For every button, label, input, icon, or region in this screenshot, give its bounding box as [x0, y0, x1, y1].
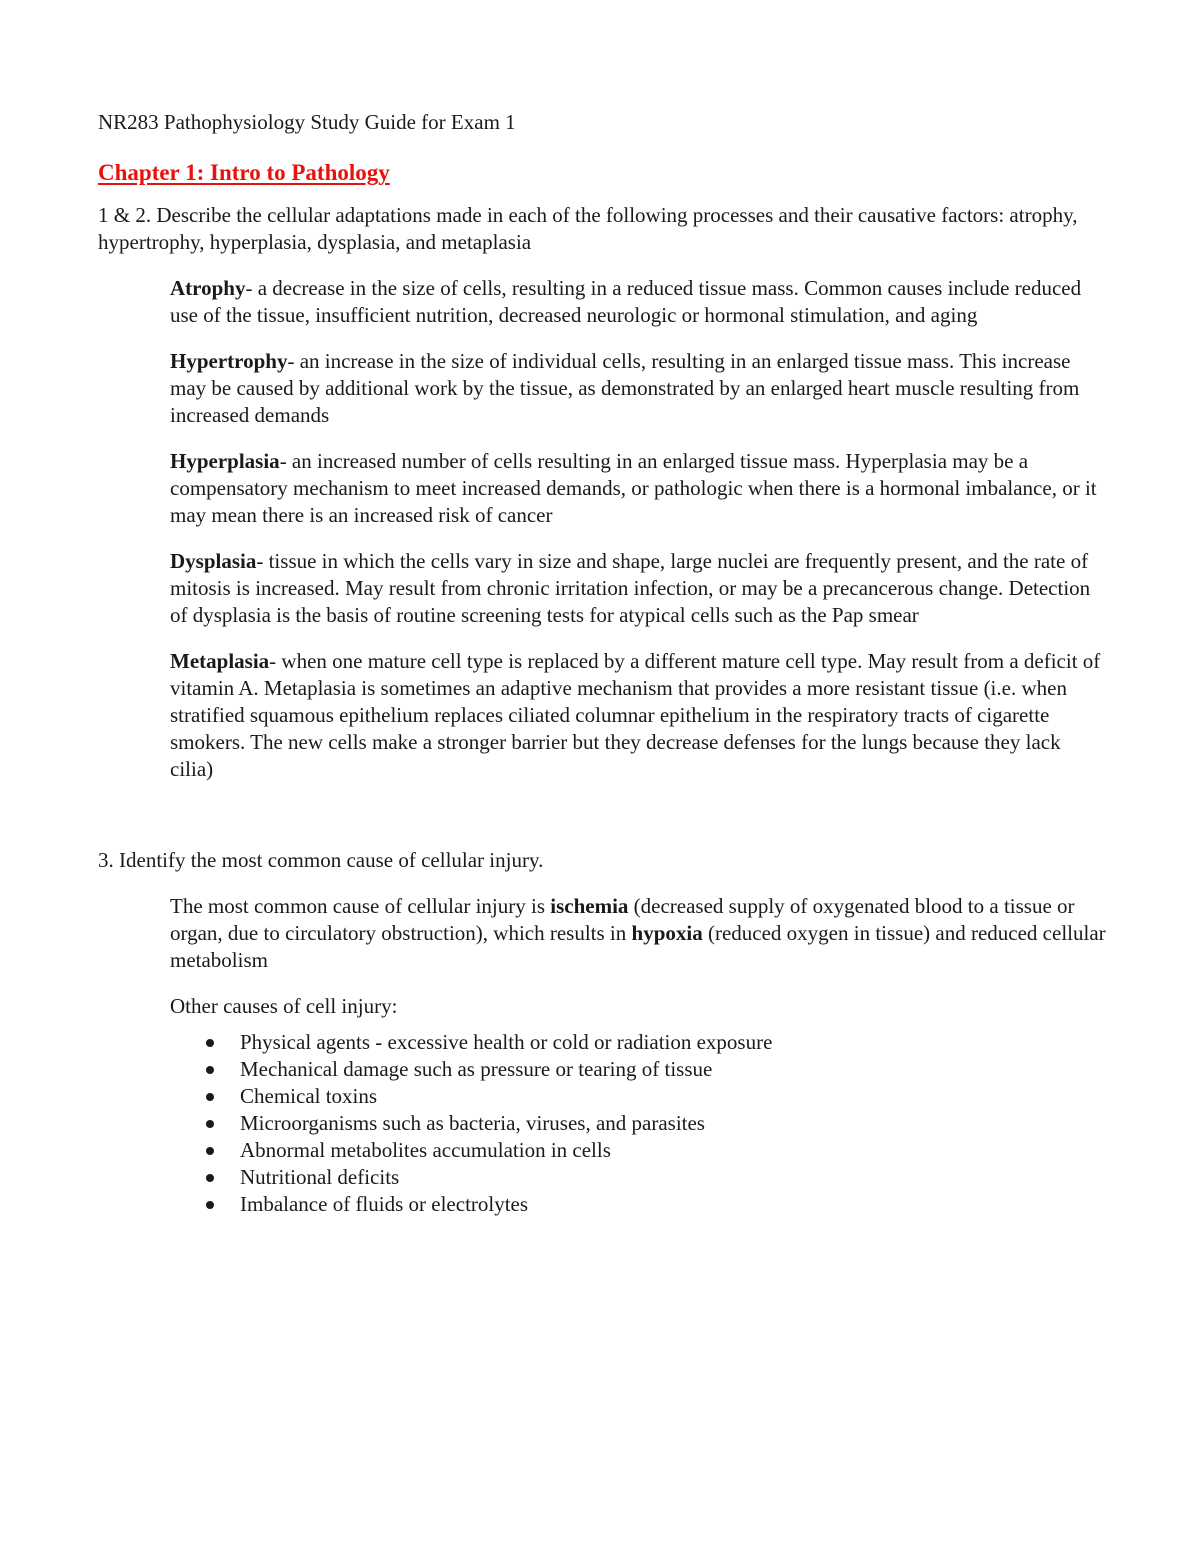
section-spacer: [98, 802, 1108, 847]
answer-text: The most common cause of cellular injury is: [170, 894, 551, 918]
other-causes-list: [170, 1029, 1108, 1218]
bullet-icon: [206, 1093, 214, 1101]
answer-keyword-ischemia: ischemia: [550, 894, 629, 918]
definition-metaplasia: [170, 648, 1108, 783]
chapter-heading: Chapter 1: Intro to Pathology: [98, 160, 390, 185]
bullet-icon: [206, 1039, 214, 1047]
definition-text: - a decrease in the size of cells, resulting in a reduced tissue mass. Common causes include reduced use of the tissue, insufficient nutrition, decreased neurologic or hormonal stimulation, and aging: [170, 276, 1082, 327]
definition-term: Metaplasia: [170, 649, 270, 673]
definition-text: - an increased number of cells resulting in an enlarged tissue mass. Hyperplasia may be a compensatory mechanism to meet increased demands, or pathologic when there is a hormonal imbalance, or it may mean there is an increased risk of cancer: [170, 449, 1097, 527]
definition-term: Dysplasia: [170, 549, 257, 573]
definition-term: Atrophy: [170, 276, 246, 300]
answer-block: [170, 893, 1108, 1218]
list-item-text: Physical agents - excessive health or cold or radiation exposure: [240, 1030, 773, 1054]
list-item: [170, 1056, 1108, 1083]
list-item: [170, 1029, 1108, 1056]
list-item-text: Imbalance of fluids or electrolytes: [240, 1192, 529, 1216]
question-3-prompt: 3. Identify the most common cause of cellular injury.: [98, 848, 544, 872]
answer-text: (decreased supply of oxygenated blood to a tissue or organ, due to circulatory obstruction), which results in: [170, 894, 1075, 945]
bullet-icon: [206, 1201, 214, 1209]
answer-keyword-hypoxia: hypoxia: [631, 921, 703, 945]
document-page: [98, 109, 1108, 1218]
list-item: [170, 1164, 1108, 1191]
definition-term: Hyperplasia: [170, 449, 280, 473]
definitions-block: [170, 275, 1108, 783]
bullet-icon: [206, 1174, 214, 1182]
definition-text: - tissue in which the cells vary in size and shape, large nuclei are frequently present, and the rate of mitosis is increased. May result from chronic irritation infection, or may be a precancerous change. Detection of dysplasia is the basis of routine screening tests for atypical cells such as the Pap smear: [170, 549, 1091, 627]
answer-text: (reduced oxygen in tissue) and reduced cellular metabolism: [170, 921, 1106, 972]
definition-hypertrophy: [170, 348, 1108, 429]
list-item-text: Microorganisms such as bacteria, viruses, and parasites: [240, 1111, 705, 1135]
definition-text: - when one mature cell type is replaced by a different mature cell type. May result from a deficit of vitamin A. Metaplasia is sometimes an adaptive mechanism that provides a more resistant tissue (i.e. when stratified squamous epithelium replaces ciliated columnar epithelium in the respiratory tracts of cigarette smokers. The new cells make a stronger barrier but they decrease defenses for the lungs because they lack cilia): [170, 649, 1101, 781]
list-item: [170, 1191, 1108, 1218]
bullet-icon: [206, 1120, 214, 1128]
list-item: [170, 1110, 1108, 1137]
definition-hyperplasia: [170, 448, 1108, 529]
list-item-text: Chemical toxins: [240, 1084, 378, 1108]
definition-dysplasia: [170, 548, 1108, 629]
definition-term: Hypertrophy: [170, 349, 288, 373]
list-item-text: Mechanical damage such as pressure or tearing of tissue: [240, 1057, 713, 1081]
definition-text: - an increase in the size of individual cells, resulting in an enlarged tissue mass. This increase may be caused by additional work by the tissue, as demonstrated by an enlarged heart muscle resulting from increased demands: [170, 349, 1080, 427]
other-causes-label: Other causes of cell injury:: [170, 994, 398, 1018]
list-item: [170, 1137, 1108, 1164]
bullet-icon: [206, 1147, 214, 1155]
question-1-2-prompt: 1 & 2. Describe the cellular adaptations made in each of the following processes and their causative factors: atrophy, hypertrophy, hyperplasia, dysplasia, and metaplasia: [98, 203, 1078, 254]
bullet-icon: [206, 1066, 214, 1074]
definition-atrophy: [170, 275, 1108, 329]
document-title: NR283 Pathophysiology Study Guide for Exam 1: [98, 110, 516, 134]
list-item-text: Abnormal metabolites accumulation in cells: [240, 1138, 611, 1162]
list-item: [170, 1083, 1108, 1110]
list-item-text: Nutritional deficits: [240, 1165, 400, 1189]
answer-paragraph: [170, 893, 1108, 974]
